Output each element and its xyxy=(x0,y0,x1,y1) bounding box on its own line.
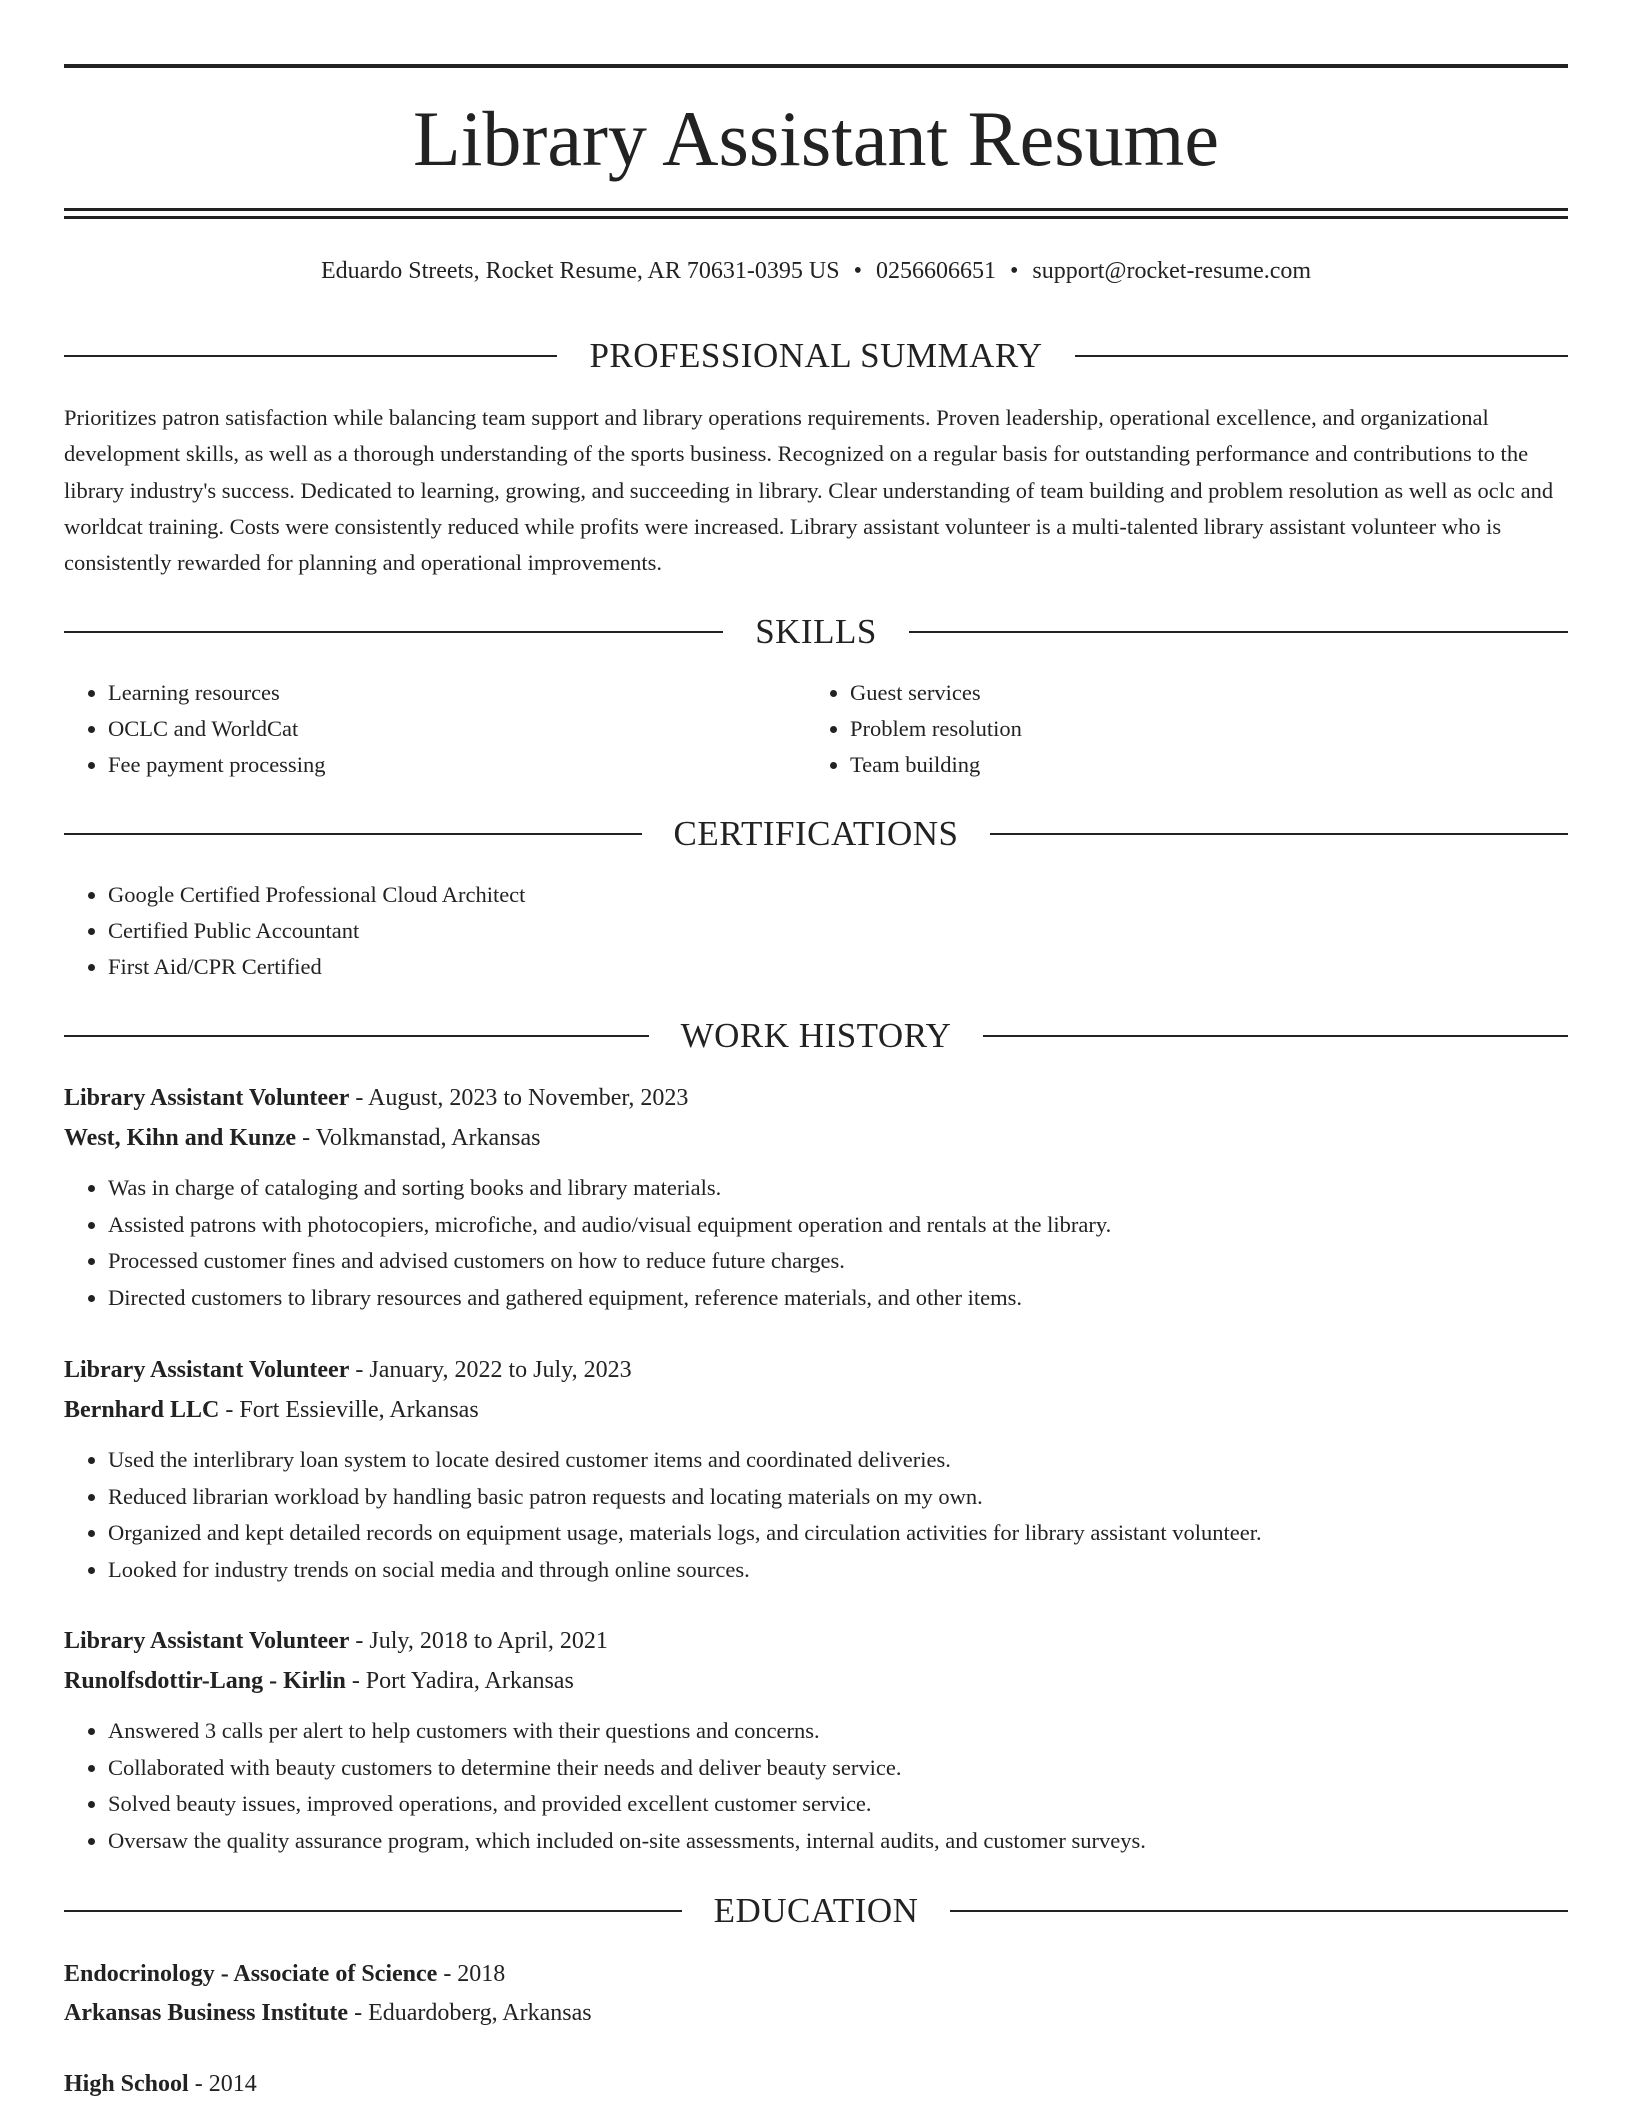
contact-separator: • xyxy=(853,258,862,284)
section-heading-education xyxy=(64,1891,1568,1931)
job-location: - Port Yadira, Arkansas xyxy=(345,1668,574,1694)
job-dates: - August, 2023 to November, 2023 xyxy=(349,1085,689,1111)
job-bullet: • Reduced librarian workload by handling basic patron requests and locating materials on my own. xyxy=(108,1479,1568,1516)
divider xyxy=(950,1910,1568,1912)
section-title: SKILLS xyxy=(755,612,877,651)
job-title: Library Assistant Volunteer xyxy=(64,1628,350,1654)
divider xyxy=(1075,355,1568,357)
job-bullet: • Directed customers to library resources and gathered equipment, reference materials, and other items. xyxy=(108,1280,1568,1317)
job-bullet: • Was in charge of cataloging and sorting books and library materials. xyxy=(108,1170,1568,1207)
skill-item: • Fee payment processing xyxy=(108,747,764,783)
skill-item: • Guest services xyxy=(850,675,1506,711)
job-company-row xyxy=(64,1118,1568,1158)
divider xyxy=(909,631,1568,633)
education-entry xyxy=(64,1955,1568,2033)
skills-column-right xyxy=(806,675,1506,783)
job-entry xyxy=(64,1350,1568,1589)
job-entry xyxy=(64,1078,1568,1317)
skill-item: • OCLC and WorldCat xyxy=(108,711,764,747)
contact-email[interactable]: support@rocket-resume.com xyxy=(1032,258,1312,284)
title-rule-upper xyxy=(64,208,1568,211)
contact-address: Eduardo Streets, Rocket Resume, AR 70631-0395 US xyxy=(320,258,840,284)
job-bullet: • Solved beauty issues, improved operations, and provided excellent customer service. xyxy=(108,1786,1568,1823)
job-company: West, Kihn and Kunze xyxy=(64,1125,297,1151)
education-year: - 2018 xyxy=(437,1961,506,1987)
education-school: Arkansas Business Institute xyxy=(64,2000,349,2026)
section-heading-certifications xyxy=(64,814,1568,854)
divider xyxy=(990,833,1568,835)
job-bullet: • Used the interlibrary loan system to locate desired customer items and coordinated deliveries. xyxy=(108,1442,1568,1479)
section-title: CERTIFICATIONS xyxy=(673,814,959,853)
job-title: Library Assistant Volunteer xyxy=(64,1357,350,1383)
skill-item: • Team building xyxy=(850,747,1506,783)
job-company-row xyxy=(64,1661,1568,1701)
job-title: Library Assistant Volunteer xyxy=(64,1085,350,1111)
certifications-list xyxy=(64,877,1464,985)
section-heading-work-history xyxy=(64,1016,1568,1056)
job-bullet: • Processed customer fines and advised customers on how to reduce future charges. xyxy=(108,1243,1568,1280)
job-location: - Fort Essieville, Arkansas xyxy=(219,1397,479,1423)
resume-title: Library Assistant Resume xyxy=(413,95,1219,182)
education-school-row xyxy=(64,1994,1568,2033)
certification-item: • First Aid/CPR Certified xyxy=(108,949,1464,985)
job-dates: - July, 2018 to April, 2021 xyxy=(349,1628,608,1654)
job-bullet: • Answered 3 calls per alert to help customers with their questions and concerns. xyxy=(108,1713,1568,1750)
education-degree: Endocrinology - Associate of Science xyxy=(64,1961,438,1987)
job-dates: - January, 2022 to July, 2023 xyxy=(349,1357,632,1383)
section-title: WORK HISTORY xyxy=(680,1016,952,1055)
section-title: EDUCATION xyxy=(713,1891,919,1930)
job-company: Bernhard LLC xyxy=(64,1397,220,1423)
job-bullet: • Looked for industry trends on social media and through online sources. xyxy=(108,1552,1568,1589)
divider xyxy=(64,355,557,357)
certification-item: • Google Certified Professional Cloud Architect xyxy=(108,877,1464,913)
contact-separator: • xyxy=(1009,258,1019,284)
summary-paragraph: Prioritizes patron satisfaction while balancing team support and library operations requirements. Proven leadership, operational excellence, and organizational development skills, as well as a thorough understanding of the sports business. Recognized on a regular basis for outstanding performance and contributions to the library industry's success. Dedicated to learning, growing, and succeeding in library. Clear understanding of team building and problem resolution as well as oclc and worldcat training. Costs were consistently reduced while profits were increased. Library assistant volunteer is a multi-talented library assistant volunteer who is consistently rewarded for planning and operational improvements. xyxy=(64,405,1554,576)
divider xyxy=(64,833,642,835)
job-company-row xyxy=(64,1390,1568,1430)
contact-line xyxy=(64,255,1568,287)
job-bullet: • Collaborated with beauty customers to determine their needs and deliver beauty service. xyxy=(108,1750,1568,1787)
job-entry xyxy=(64,1621,1568,1860)
skill-item: • Learning resources xyxy=(108,675,764,711)
job-bullet: • Organized and kept detailed records on equipment usage, materials logs, and circulation activities for library assistant volunteer. xyxy=(108,1515,1568,1552)
job-company: Runolfsdottir-Lang - Kirlin xyxy=(64,1668,346,1694)
job-bullet: • Oversaw the quality assurance program, which included on-site assessments, internal audits, and customer surveys. xyxy=(108,1823,1568,1860)
skill-item: • Problem resolution xyxy=(850,711,1506,747)
job-title-row xyxy=(64,1078,1568,1118)
education-degree-row xyxy=(64,1955,1568,1994)
education-location: - Eduardoberg, Arkansas xyxy=(348,2000,592,2026)
section-title: PROFESSIONAL SUMMARY xyxy=(589,336,1043,375)
skills-column-left xyxy=(64,675,764,783)
education-degree: High School xyxy=(64,2071,189,2097)
title-rule-lower xyxy=(64,216,1568,219)
section-heading-summary xyxy=(64,336,1568,376)
divider xyxy=(64,631,723,633)
job-title-row xyxy=(64,1621,1568,1661)
divider xyxy=(983,1035,1568,1037)
education-year: - 2014 xyxy=(188,2071,257,2097)
job-bullet: • Assisted patrons with photocopiers, microfiche, and audio/visual equipment operation and rentals at the library. xyxy=(108,1207,1568,1244)
contact-phone: 0256606651 xyxy=(875,258,996,284)
section-heading-skills xyxy=(64,612,1568,652)
certification-item: • Certified Public Accountant xyxy=(108,913,1464,949)
education-degree-row xyxy=(64,2065,1568,2104)
divider xyxy=(64,1910,682,1912)
education-entry xyxy=(64,2065,1568,2104)
divider xyxy=(64,1035,649,1037)
top-rule xyxy=(64,64,1568,68)
job-title-row xyxy=(64,1350,1568,1390)
job-location: - Volkmanstad, Arkansas xyxy=(296,1125,541,1151)
